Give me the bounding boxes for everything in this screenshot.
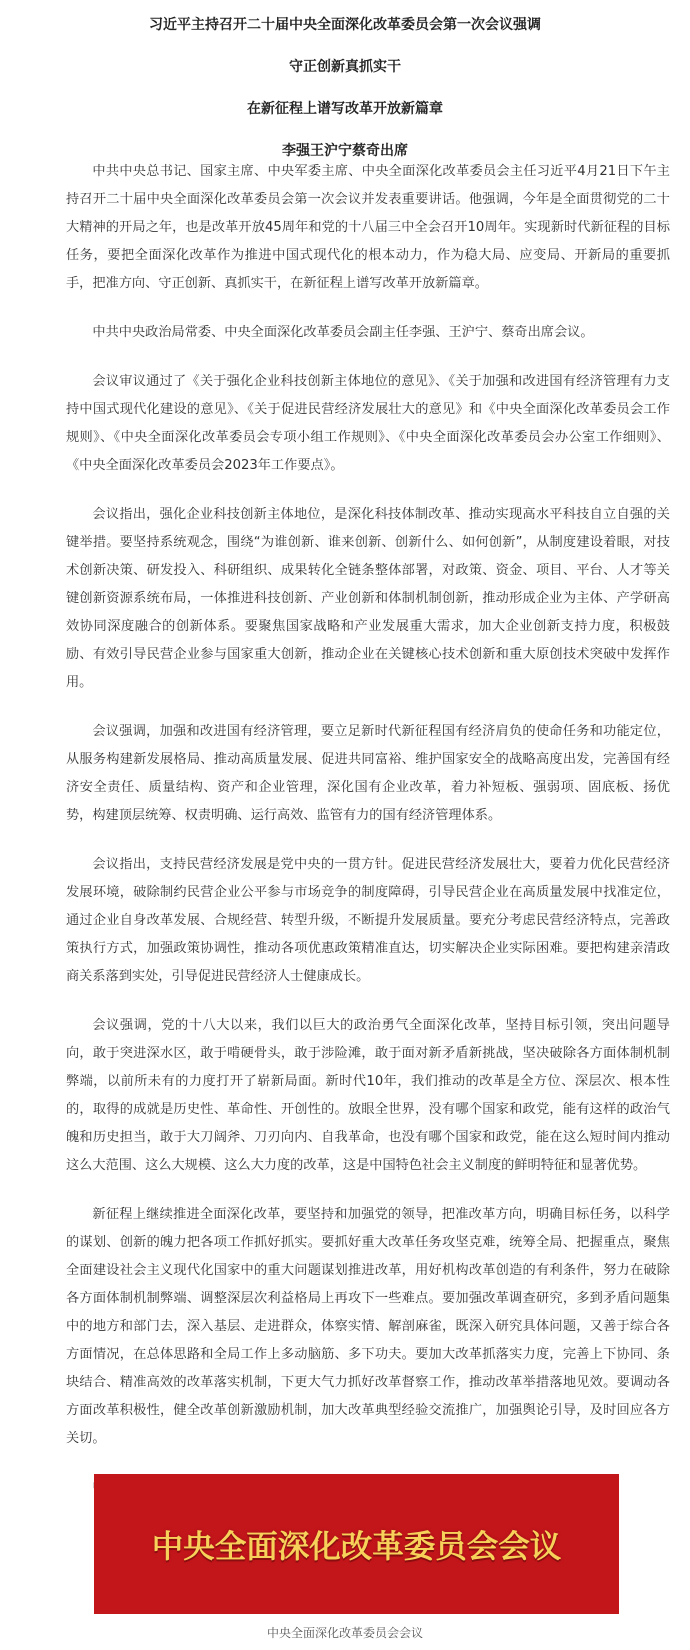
headline-main: 习近平主持召开二十届中央全面深化改革委员会第一次会议强调: [149, 17, 541, 33]
image-caption: 中央全面深化改革委员会会议: [266, 1626, 423, 1640]
banner-image: [94, 1474, 619, 1614]
headline-sub-2: 在新征程上谱写改革开放新篇章: [247, 101, 443, 117]
paragraph-8: 新征程上继续推进全面深化改革，要坚持和加强党的领导，把准改革方向，明确目标任务，以科学的谋划、创新的魄力把各项工作抓好抓实。要抓好重大改革任务攻坚克难，统筹全局、把握重点，聚焦全面建设社会主义现代化国家中的重大问题谋划推进改革，用好机构改革创造的有利条件，努力在破除各方面体制机制弊端、调整深层次利益格局上再攻下一些难点。要加强改革调查研究，多到矛盾问题集中的地方和部门去，深入基层、走进群众，体察实情、解剖麻雀，既深入研究具体问题，又善于综合各方面情况，在总体思路和全局工作上多动脑筋、多下功夫。要加大改革抓落实力度，完善上下协同、条块结合、精准高效的改革落实机制，下更大气力抓好改革督察工作，推动改革举措落地见效。要调动各方面改革积极性，健全改革创新激励机制，加大改革典型经验交流推广，加强舆论引导，及时回应各方关切。: [66, 1207, 670, 1446]
headline-sub-1: 守正创新真抓实干: [289, 59, 401, 75]
paragraph-6: 会议指出，支持民营经济发展是党中央的一贯方针。促进民营经济发展壮大，要着力优化民营经济发展环境，破除制约民营企业公平参与市场竞争的制度障碍，引导民营企业在高质量发展中找准定位，通过企业自身改革发展、合规经营、转型升级，不断提升发展质量。要充分考虑民营经济特点，完善政策执行方式，加强政策协调性，推动各项优惠政策精准直达，切实解决企业实际困难。要把构建亲清政商关系落到实处，引导促进民营经济人士健康成长。: [66, 857, 670, 984]
paragraph-2: 中共中央政治局常委、中央全面深化改革委员会副主任李强、王沪宁、蔡奇出席会议。: [92, 325, 594, 340]
paragraph-3: 会议审议通过了《关于强化企业科技创新主体地位的意见》、《关于加强和改进国有经济管理有力支持中国式现代化建设的意见》、《关于促进民营经济发展壮大的意见》和《中央全面深化改革委员会工作规则》、《中央全面深化改革委员会专项小组工作规则》、《中央全面深化改革委员会办公室工作细则》、《中央全面深化改革委员会2023年工作要点》。: [66, 374, 670, 473]
headline-sub-3: 李强王沪宁蔡奇出席: [282, 143, 408, 159]
paragraph-4: 会议指出，强化企业科技创新主体地位，是深化科技体制改革、推动实现高水平科技自立自强的关键举措。要坚持系统观念，围绕“为谁创新、谁来创新、创新什么、如何创新”，从制度建设着眼，对技术创新决策、研发投入、科研组织、成果转化全链条整体部署，对政策、资金、项目、平台、人才等关键创新资源系统布局，一体推进科技创新、产业创新和体制机制创新，推动形成企业为主体、产学研高效协同深度融合的创新体系。要聚焦国家战略和产业发展重大需求，加大企业创新支持力度，积极鼓励、有效引导民营企业参与国家重大创新，推动企业在关键核心技术创新和重大原创技术突破中发挥作用。: [66, 507, 670, 690]
banner-title: 中央全面深化改革委员会会议: [151, 1527, 562, 1565]
paragraph-1: 中共中央总书记、国家主席、中央军委主席、中央全面深化改革委员会主任习近平4月21日下午主持召开二十届中央全面深化改革委员会第一次会议并发表重要讲话。他强调，今年是全面贯彻党的二十大精神的开局之年，也是改革开放45周年和党的十八届三中全会召开10周年。实现新时代新征程的目标任务，要把全面深化改革作为推进中国式现代化的根本动力，作为稳大局、应变局、开新局的重要抓手，把准方向、守正创新、真抓实干，在新征程上谱写改革开放新篇章。: [66, 164, 670, 291]
article-body: [66, 158, 670, 1523]
paragraph-5: 会议强调，加强和改进国有经济管理，要立足新时代新征程国有经济肩负的使命任务和功能定位，从服务构建新发展格局、推动高质量发展、促进共同富裕、维护国家安全的战略高度出发，完善国有经济安全责任、质量结构、资产和企业管理，深化国有企业改革，着力补短板、强弱项、固底板、扬优势，构建顶层统筹、权责明确、运行高效、监管有力的国有经济管理体系。: [66, 724, 670, 823]
paragraph-7: 会议强调，党的十八大以来，我们以巨大的政治勇气全面深化改革，坚持目标引领，突出问题导向，敢于突进深水区，敢于啃硬骨头，敢于涉险滩，敢于面对新矛盾新挑战，坚决破除各方面体制机制弊端，以前所未有的力度打开了崭新局面。新时代10年，我们推动的改革是全方位、深层次、根本性的，取得的成就是历史性、革命性、开创性的。放眼全世界，没有哪个国家和政党，能有这样的政治气魄和历史担当，敢于大刀阔斧、刀刃向内、自我革命，也没有哪个国家和政党，能在这么短时间内推动这么大范围、这么大规模、这么大力度的改革，这是中国特色社会主义制度的鲜明特征和显著优势。: [66, 1018, 670, 1173]
